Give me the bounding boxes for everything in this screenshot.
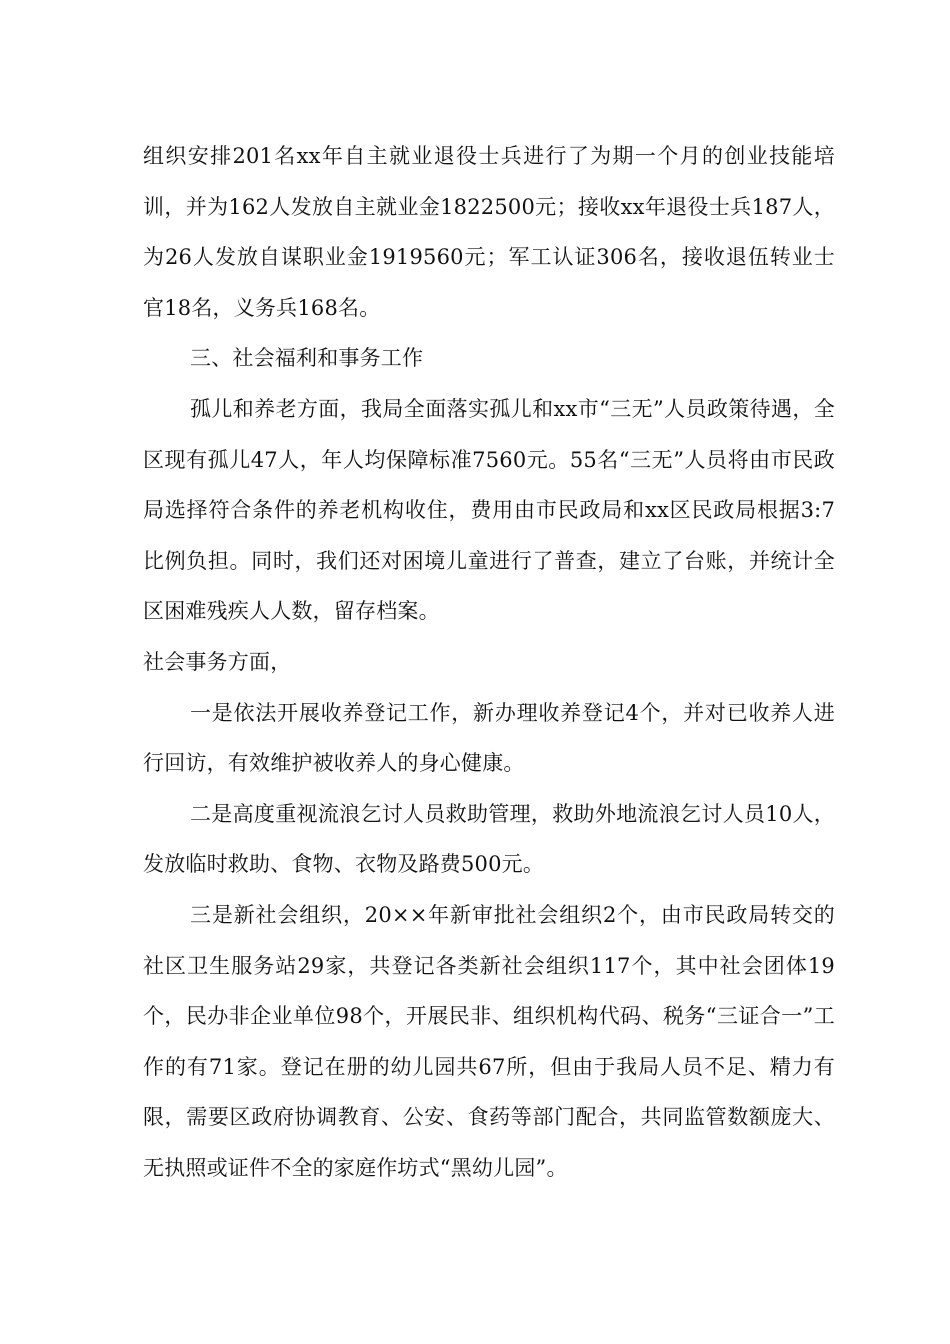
section-heading-social-welfare: 三、社会福利和事务工作 (190, 346, 424, 371)
paragraph-adoption-registration: 一是依法开展收养登记工作，新办理收养登记4个，并对已收养人进行回访，有效维护被收养人的身心健康。 (143, 700, 835, 776)
paragraph-social-organizations: 三是新社会组织，20××年新审批社会组织2个，由市民政局转交的社区卫生服务站29家，共登记各类新社会组织117个，其中社会团体19个，民办非企业单位98个，开展民非、组织机构代码、税务“三证合一”工作的有71家。登记在册的幼儿园共67所，但由于我局人员不足、精力有限，需要区政府协调教育、公安、食药等部门配合，共同监管数额庞大、无执照或证件不全的家庭作坊式“黑幼儿园”。 (143, 902, 835, 1180)
paragraph-veteran-employment: 组织安排201名xx年自主就业退役士兵进行了为期一个月的创业技能培训，并为162人发放自主就业金1822500元；接收xx年退役士兵187人，为26人发放自谋职业金1919560元；军工认证306名，接收退伍转业士官18名，义务兵168名。 (143, 144, 835, 320)
paragraph-vagrant-assistance: 二是高度重视流浪乞讨人员救助管理，救助外地流浪乞讨人员10人，发放临时救助、食物、衣物及路费500元。 (143, 801, 835, 877)
paragraph-orphans-elderly: 孤儿和养老方面，我局全面落实孤儿和xx市“三无”人员政策待遇，全区现有孤儿47人，年人均保障标准7560元。55名“三无”人员将由市民政局选择符合条件的养老机构收住，费用由市民政局和xx区民政局根据3:7比例负担。同时，我们还对困境儿童进行了普查，建立了台账，并统计全区困难残疾人人数，留存档案。 (143, 396, 835, 624)
document-body (143, 131, 835, 1193)
paragraph-social-affairs-intro: 社会事务方面， (143, 649, 292, 674)
